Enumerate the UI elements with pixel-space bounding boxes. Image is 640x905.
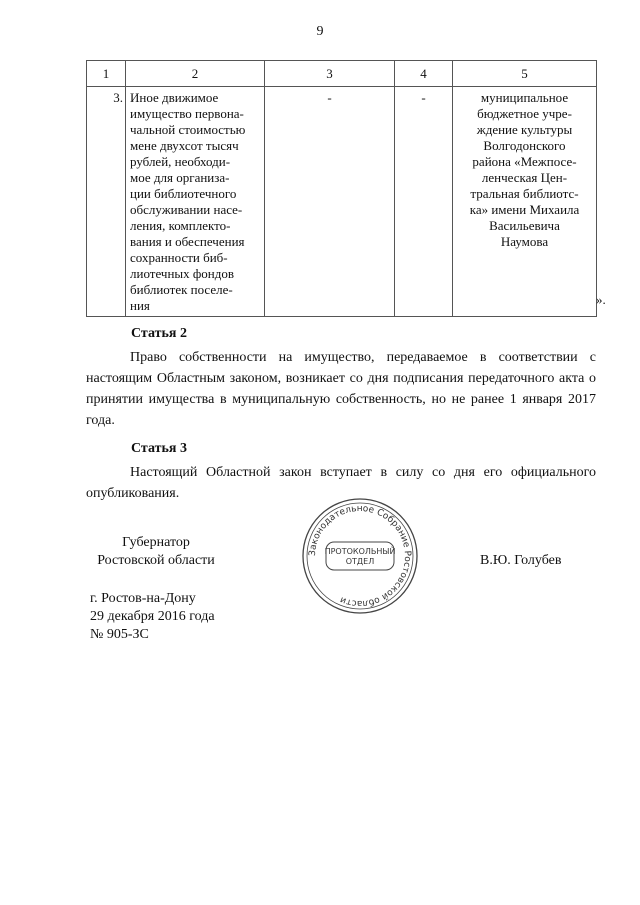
column-header-3: 3	[265, 61, 395, 87]
column-4-value: -	[395, 87, 453, 317]
signing-date: 29 декабря 2016 года	[90, 609, 215, 624]
article-2-heading: Статья 2	[131, 326, 187, 341]
stamp-center-line-1: ПРОТОКОЛЬНЫЙ	[324, 547, 396, 556]
governor-title	[90, 534, 222, 570]
governor-title-line-2: Ростовской области	[97, 553, 215, 568]
property-description: Иное движимое имущество первона- чальной стоимостью мене двухсот тысяч рублей, необходи- мое для организа- ции библиотечного обслуживании насе- ления, комплекто- вания и обеспечения сохранности биб- лиотечных фондов библиотек поселе- ния	[126, 87, 265, 317]
law-number: № 905-ЗС	[90, 627, 149, 642]
column-header-1: 1	[87, 61, 126, 87]
governor-name: В.Ю. Голубев	[480, 553, 562, 568]
signing-details	[90, 590, 215, 644]
article-2-text: Право собственности на имущество, передаваемое в соответствии с настоящим Областным законом, возникает со дня подписания передаточного акта о принятии имущества в муниципальную собственность, но не ранее 1 января 2017 года.	[86, 350, 596, 428]
governor-title-line-1: Губернатор	[122, 535, 190, 550]
official-stamp	[300, 496, 420, 616]
column-header-2: 2	[126, 61, 265, 87]
stamp-center-line-2: ОТДЕЛ	[345, 557, 375, 566]
column-header-5: 5	[453, 61, 597, 87]
column-header-4: 4	[395, 61, 453, 87]
column-3-value: -	[265, 87, 395, 317]
property-table	[86, 60, 597, 317]
article-3-text: Настоящий Областной закон вступает в силу со дня его официального опубликования.	[86, 465, 596, 501]
article-3-heading: Статья 3	[131, 441, 187, 456]
signing-city: г. Ростов-на-Дону	[90, 591, 196, 606]
svg-text:Законодательное Собрание Росто	[308, 504, 412, 608]
stamp-ring-text: Законодательное Собрание Ростовской области	[307, 503, 413, 609]
recipient-organization: муниципальное бюджетное учре- ждение культуры Волгодонского района «Межпосе- ленческая Цен- тральная библиотс- ка» имени Михаила Васильевича Наумова	[453, 87, 597, 317]
row-number: 3.	[87, 87, 126, 317]
closing-quote-mark: ».	[596, 292, 606, 307]
table-row	[87, 87, 597, 317]
page-number: 9	[316, 24, 324, 39]
table-header-row	[87, 61, 597, 87]
